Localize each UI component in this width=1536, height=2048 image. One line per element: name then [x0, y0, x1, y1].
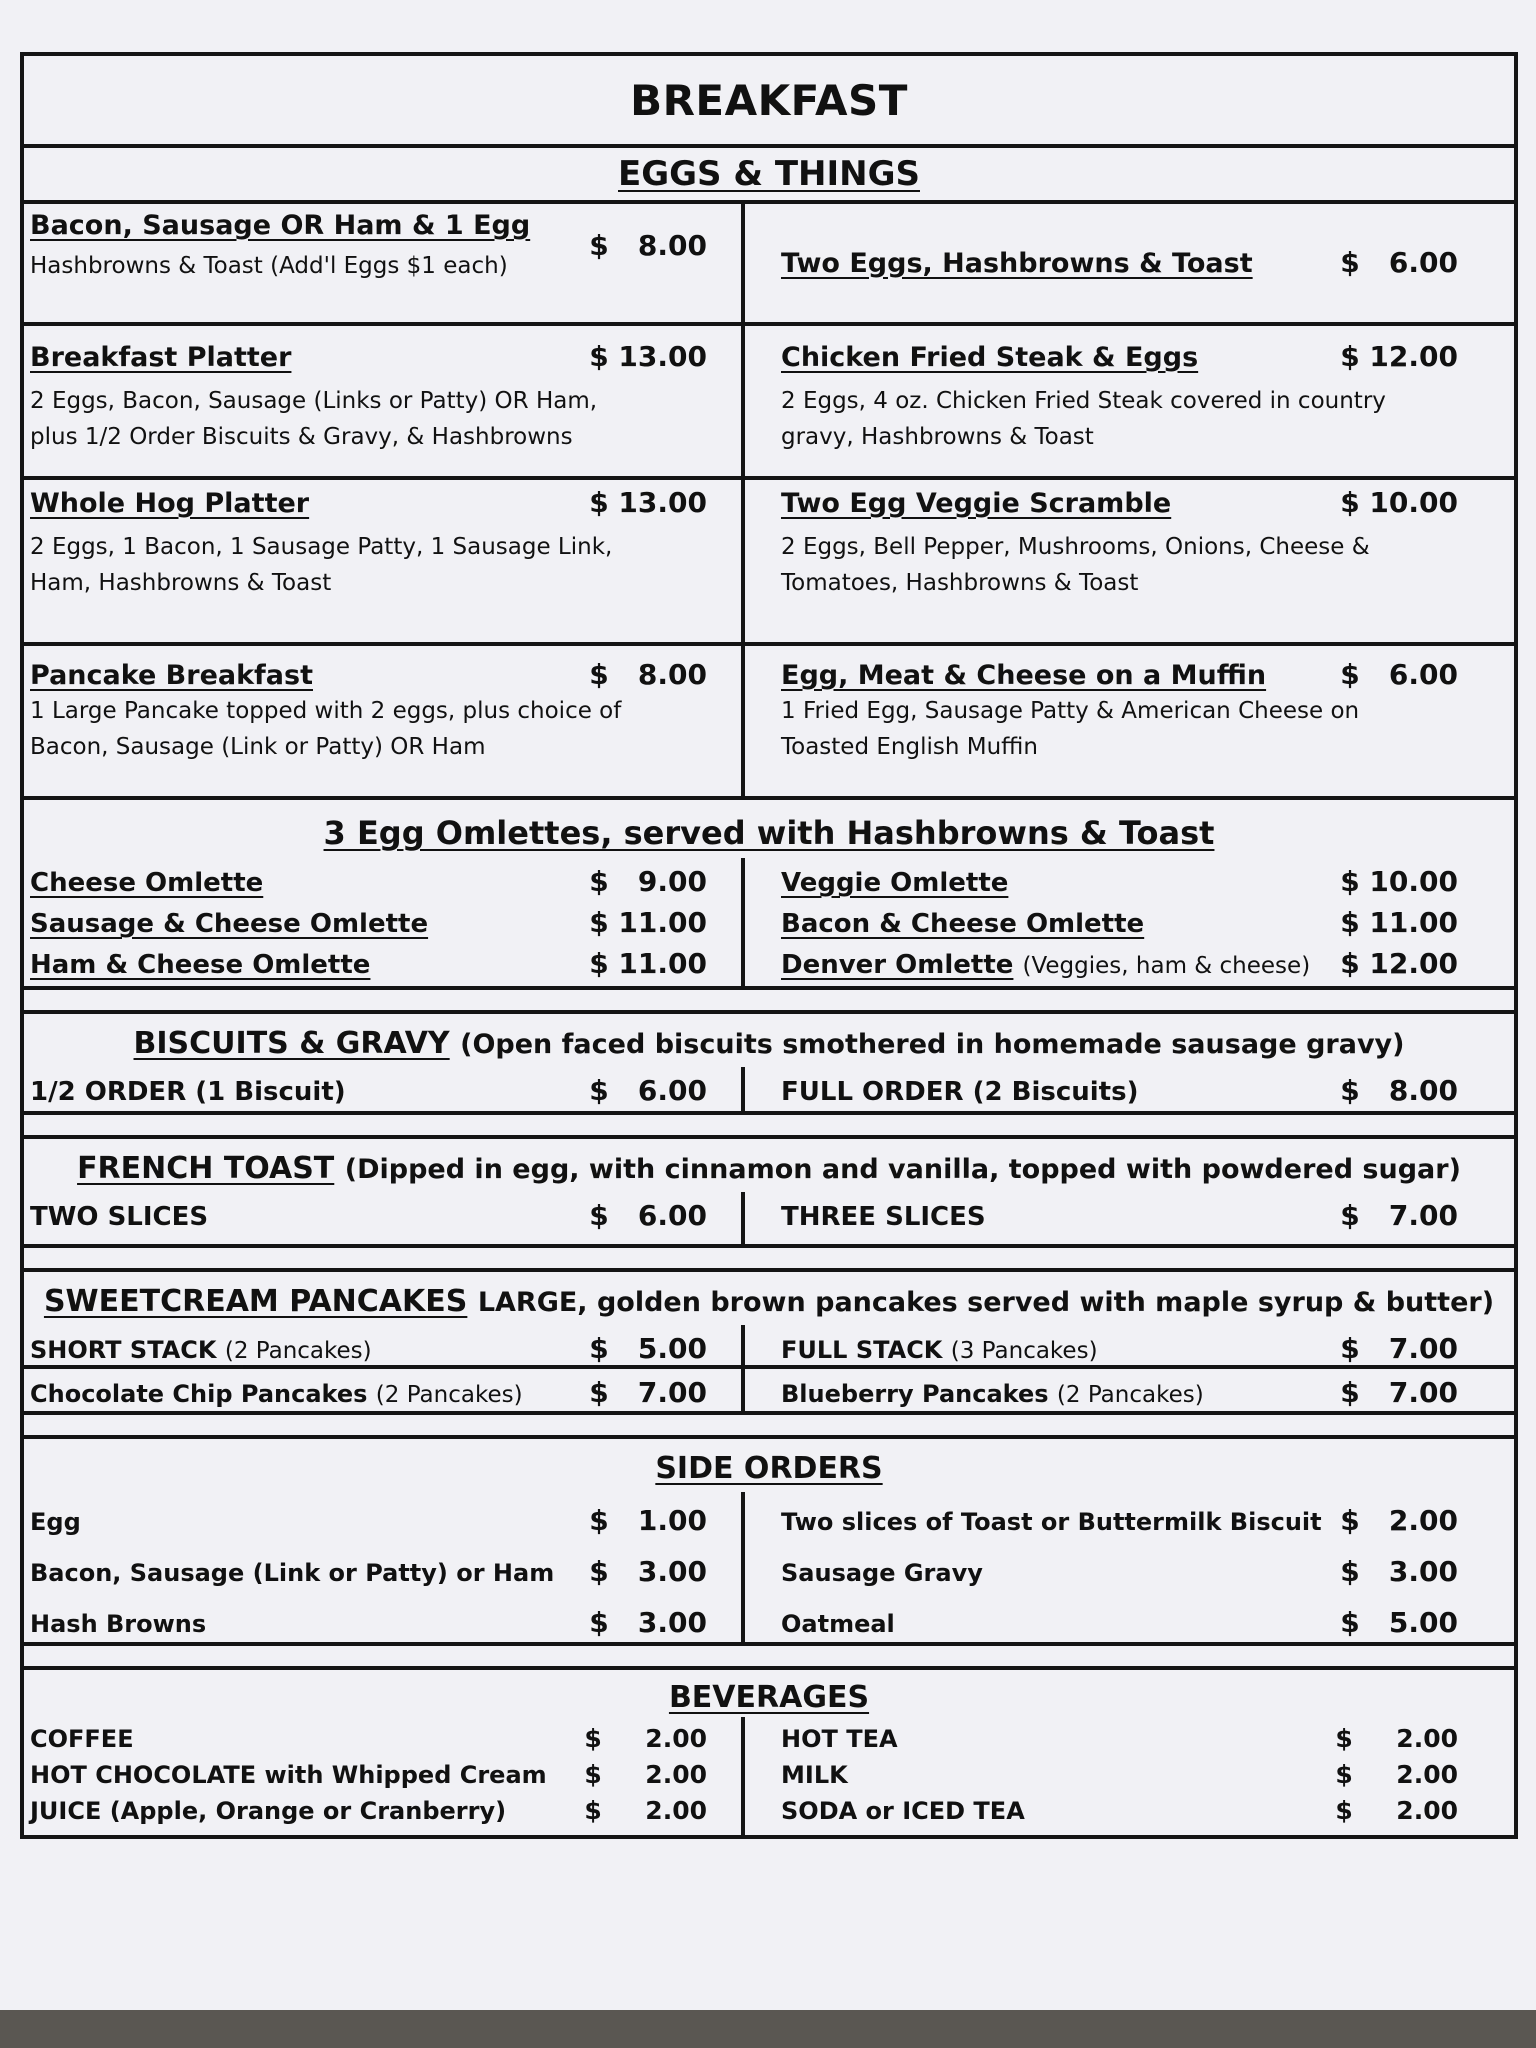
menu-item — [24, 326, 745, 476]
list-item: Veggie Omlette $ 10.00 — [781, 865, 1458, 898]
list-item: 1/2 ORDER (1 Biscuit) $ 6.00 — [30, 1074, 707, 1107]
eggs-row-2 — [24, 322, 1514, 476]
item-name: Chicken Fried Steak & Eggs — [781, 342, 1199, 373]
biscuits-heading: BISCUITS & GRAVY — [133, 1026, 450, 1061]
list-item: JUICE (Apple, Orange or Cranberry) $ 2.00 — [30, 1796, 707, 1825]
item-name: Bacon, Sausage OR Ham & 1 Egg — [30, 210, 531, 241]
eggs-row-4 — [24, 642, 1514, 796]
list-item: HOT TEA $ 2.00 — [781, 1724, 1458, 1753]
french-toast-heading: FRENCH TOAST — [77, 1151, 335, 1186]
sides-heading: SIDE ORDERS — [655, 1451, 883, 1486]
menu-item — [24, 204, 745, 322]
list-item: Ham & Cheese Omlette $ 11.00 — [30, 947, 707, 980]
menu-item — [745, 204, 1514, 322]
menu-item — [745, 326, 1514, 476]
list-item: Two slices of Toast or Buttermilk Biscuit $ 2.00 — [781, 1504, 1458, 1537]
item-price: $ 8.00 — [589, 229, 707, 262]
beverages-left — [24, 1717, 745, 1835]
eggs-row-1 — [24, 200, 1514, 322]
item-name: Whole Hog Platter — [30, 488, 310, 519]
item-name: Two Egg Veggie Scramble — [781, 488, 1172, 519]
list-item: FULL STACK (3 Pancakes) $ 7.00 — [781, 1332, 1458, 1365]
pancakes-row-1-left — [24, 1325, 745, 1365]
biscuits-left — [24, 1067, 745, 1111]
biscuits-note: (Open faced biscuits smothered in homemade sausage gravy) — [460, 1029, 1405, 1060]
beverages-right — [745, 1717, 1514, 1835]
item-price: $ 13.00 — [589, 486, 707, 519]
pancakes-row-1-right — [745, 1325, 1514, 1365]
breakfast-menu — [20, 52, 1518, 1839]
list-item: Chocolate Chip Pancakes (2 Pancakes) $ 7.00 — [30, 1376, 707, 1409]
list-item: Hash Browns $ 3.00 — [30, 1606, 707, 1639]
pancakes-note: LARGE, golden brown pancakes served with maple syrup & butter) — [477, 1287, 1495, 1318]
omelettes-right — [745, 858, 1514, 986]
french-toast-left — [24, 1192, 745, 1244]
omelettes-section — [24, 796, 1514, 986]
french-toast-right — [745, 1192, 1514, 1244]
sides-left — [24, 1492, 745, 1642]
item-name: Egg, Meat & Cheese on a Muffin — [781, 660, 1267, 691]
list-item: Oatmeal $ 5.00 — [781, 1606, 1458, 1639]
item-name: Two Eggs, Hashbrowns & Toast — [781, 247, 1253, 279]
list-item: SODA or ICED TEA $ 2.00 — [781, 1796, 1458, 1825]
item-description: Hashbrowns & Toast (Add'l Eggs $1 each) — [30, 253, 508, 279]
item-price: $ 8.00 — [589, 658, 707, 691]
list-item: Bacon, Sausage (Link or Patty) or Ham $ 3.00 — [30, 1555, 707, 1588]
pancakes-heading: SWEETCREAM PANCAKES — [43, 1284, 468, 1319]
beverages-section — [24, 1666, 1514, 1835]
eggs-things-heading-text: EGGS & THINGS — [618, 154, 920, 194]
menu-title: BREAKFAST — [630, 75, 908, 125]
pancakes-section — [24, 1268, 1514, 1411]
french-toast-note: (Dipped in egg, with cinnamon and vanilla, topped with powdered sugar) — [344, 1154, 1461, 1185]
list-item: Blueberry Pancakes (2 Pancakes) $ 7.00 — [781, 1376, 1458, 1409]
list-item: SHORT STACK (2 Pancakes) $ 5.00 — [30, 1332, 707, 1365]
list-item: Sausage Gravy $ 3.00 — [781, 1555, 1458, 1588]
french-toast-section — [24, 1135, 1514, 1244]
menu-item — [745, 646, 1514, 796]
item-name: Pancake Breakfast — [30, 660, 313, 691]
item-description: 2 Eggs, Bacon, Sausage (Links or Patty) OR Ham, plus 1/2 Order Biscuits & Gravy, & Hashbrowns — [30, 388, 598, 450]
omelettes-heading: 3 Egg Omlettes, served with Hashbrowns & Toast — [323, 814, 1215, 852]
list-item: Egg $ 1.00 — [30, 1504, 707, 1537]
list-item: MILK $ 2.00 — [781, 1760, 1458, 1789]
menu-item — [745, 480, 1514, 642]
list-item: Bacon & Cheese Omlette $ 11.00 — [781, 906, 1458, 939]
menu-item — [24, 480, 745, 642]
item-description: 2 Eggs, 4 oz. Chicken Fried Steak covered in country gravy, Hashbrowns & Toast — [781, 388, 1386, 450]
list-item: TWO SLICES $ 6.00 — [30, 1199, 707, 1232]
item-name: Breakfast Platter — [30, 342, 292, 373]
divider — [24, 1111, 1514, 1135]
item-price: $ 6.00 — [1340, 658, 1458, 691]
item-description: 1 Large Pancake topped with 2 eggs, plus choice of Bacon, Sausage (Link or Patty) OR Ham — [30, 698, 622, 760]
omelettes-left — [24, 858, 745, 986]
item-description: 2 Eggs, Bell Pepper, Mushrooms, Onions, Cheese & Tomatoes, Hashbrowns & Toast — [781, 534, 1370, 596]
item-price: $ 12.00 — [1340, 340, 1458, 373]
background-surface — [0, 2010, 1536, 2048]
list-item: HOT CHOCOLATE with Whipped Cream $ 2.00 — [30, 1760, 707, 1789]
list-item: Cheese Omlette $ 9.00 — [30, 865, 707, 898]
biscuits-right — [745, 1067, 1514, 1111]
eggs-things-heading — [24, 144, 1514, 200]
item-description: 2 Eggs, 1 Bacon, 1 Sausage Patty, 1 Sausage Link, Ham, Hashbrowns & Toast — [30, 534, 613, 596]
list-item: Sausage & Cheese Omlette $ 11.00 — [30, 906, 707, 939]
divider — [24, 986, 1514, 1010]
sides-section — [24, 1435, 1514, 1642]
item-price: $ 10.00 — [1340, 486, 1458, 519]
sides-right — [745, 1492, 1514, 1642]
list-item: Denver Omlette (Veggies, ham & cheese) $ 12.00 — [781, 947, 1458, 980]
list-item: FULL ORDER (2 Biscuits) $ 8.00 — [781, 1074, 1458, 1107]
item-price: $ 6.00 — [1340, 245, 1458, 279]
pancakes-row-2-left — [24, 1369, 745, 1411]
menu-item — [24, 646, 745, 796]
eggs-row-3 — [24, 476, 1514, 642]
biscuits-section — [24, 1010, 1514, 1111]
item-note: (Veggies, ham & cheese) — [1022, 953, 1311, 979]
list-item: COFFEE $ 2.00 — [30, 1724, 707, 1753]
item-description: 1 Fried Egg, Sausage Patty & American Cheese on Toasted English Muffin — [781, 698, 1360, 760]
pancakes-row-2-right — [745, 1369, 1514, 1411]
item-price: $ 13.00 — [589, 340, 707, 373]
divider — [24, 1244, 1514, 1268]
list-item: THREE SLICES $ 7.00 — [781, 1199, 1458, 1232]
beverages-heading: BEVERAGES — [668, 1680, 870, 1715]
